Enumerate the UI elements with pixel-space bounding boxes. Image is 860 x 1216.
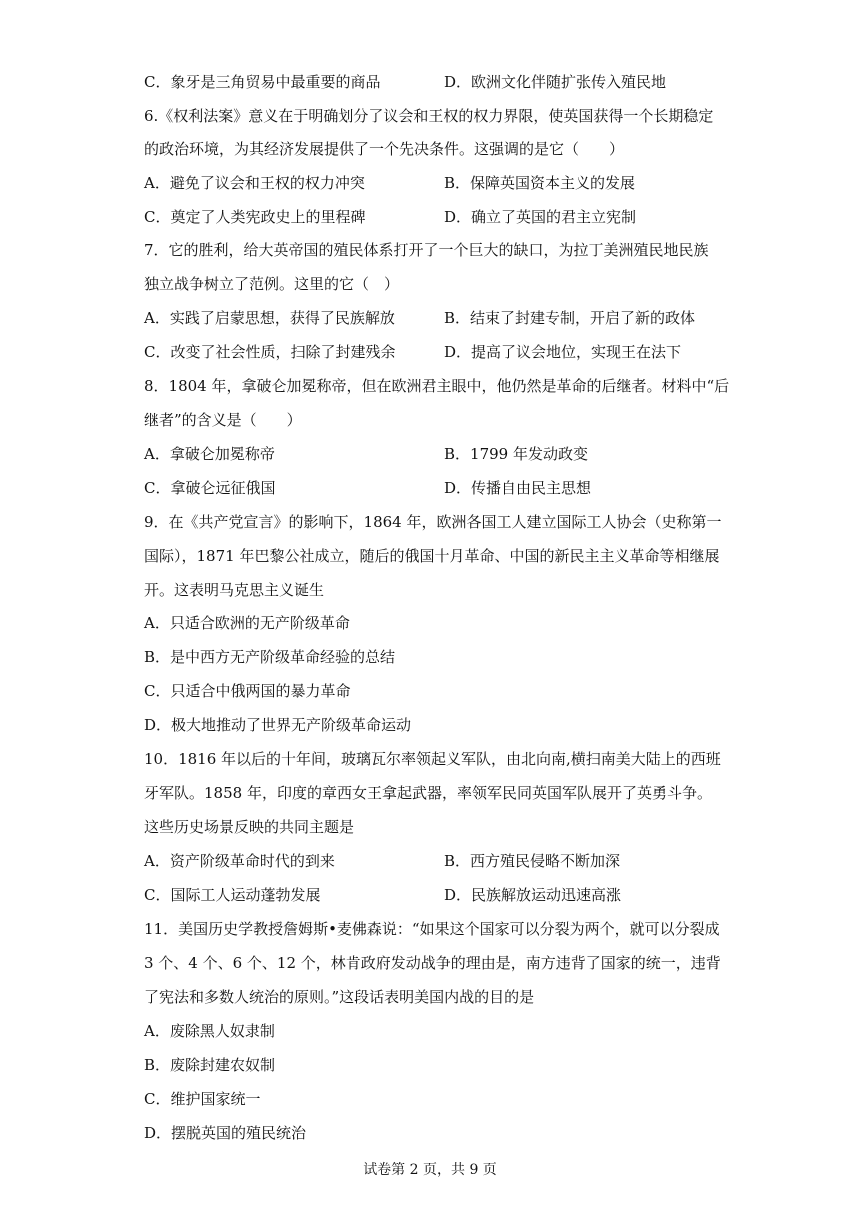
q6-stem-line-2: 的政治环境，为其经济发展提供了一个先决条件。这强调的是它（ ） [144, 140, 625, 158]
q10-options-row-cd [144, 884, 724, 906]
q6-options-row-ab [144, 172, 724, 194]
q6-option-c[interactable]: C．奠定了人类宪政史上的里程碑 [144, 208, 366, 226]
q8-options-row-cd [144, 477, 724, 499]
q10-option-d[interactable]: D．民族解放运动迅速高涨 [444, 886, 622, 904]
q7-options-row-ab [144, 307, 724, 329]
q8-option-b[interactable]: B．1799 年发动政变 [444, 445, 588, 463]
q7-options-row-cd [144, 341, 724, 363]
q10-option-c[interactable]: C．国际工人运动蓬勃发展 [144, 886, 321, 904]
q11-option-b[interactable]: B．废除封建农奴制 [144, 1056, 276, 1074]
q8-options-row-ab [144, 443, 724, 465]
q6-options-row-cd [144, 206, 724, 228]
q5-option-c[interactable]: C．象牙是三角贸易中最重要的商品 [144, 73, 381, 91]
q10-stem-line-3: 这些历史场景反映的共同主题是 [144, 818, 355, 836]
q10-stem-line-1: 10．1816 年以后的十年间，玻璃瓦尔率领起义军队，由北向南,横扫南美大陆上的西班 [144, 750, 721, 768]
q10-option-b[interactable]: B．西方殖民侵略不断加深 [444, 852, 621, 870]
q11-option-d[interactable]: D．摆脱英国的殖民统治 [144, 1124, 307, 1142]
q11-stem-line-2: 3 个、4 个、6 个、12 个，林肯政府发动战争的理由是，南方违背了国家的统一，违背 [144, 954, 721, 972]
q11-stem-line-3: 了宪法和多数人统治的原则。”这段话表明美国内战的目的是 [144, 988, 535, 1006]
q7-option-a[interactable]: A．实践了启蒙思想，获得了民族解放 [144, 309, 395, 327]
q6-stem-line-1: 6.《权利法案》意义在于明确划分了议会和王权的权力界限，使英国获得一个长期稳定 [144, 107, 714, 125]
q8-stem-line-1: 8．1804 年，拿破仑加冕称帝，但在欧洲君主眼中，他仍然是革命的后继者。材料中“后 [144, 377, 730, 395]
q9-option-d[interactable]: D．极大地推动了世界无产阶级革命运动 [144, 716, 412, 734]
page-footer: 试卷第 2 页，共 9 页 [363, 1162, 497, 1178]
q9-stem-line-1: 9．在《共产党宣言》的影响下，1864 年，欧洲各国工人建立国际工人协会（史称第一 [144, 513, 722, 531]
q8-option-c[interactable]: C．拿破仑远征俄国 [144, 479, 276, 497]
q7-stem-line-1: 7．它的胜利，给大英帝国的殖民体系打开了一个巨大的缺口，为拉丁美洲殖民地民族 [144, 241, 709, 259]
q9-option-a[interactable]: A．只适合欧洲的无产阶级革命 [144, 614, 350, 632]
q8-option-d[interactable]: D．传播自由民主思想 [444, 479, 592, 497]
q6-option-b[interactable]: B．保障英国资本主义的发展 [444, 174, 636, 192]
q5-options-row-cd [144, 71, 724, 93]
q10-option-a[interactable]: A．资产阶级革命时代的到来 [144, 852, 335, 870]
q9-option-c[interactable]: C．只适合中俄两国的暴力革命 [144, 682, 351, 700]
q9-stem-line-2: 国际），1871 年巴黎公社成立，随后的俄国十月革命、中国的新民主主义革命等相继展 [144, 547, 720, 565]
q7-option-b[interactable]: B．结束了封建专制，开启了新的政体 [444, 309, 696, 327]
q7-stem-line-2: 独立战争树立了范例。这里的它（ ） [144, 275, 400, 293]
q8-option-a[interactable]: A．拿破仑加冕称帝 [144, 445, 275, 463]
q11-stem-line-1: 11．美国历史学教授詹姆斯•麦佛森说：“如果这个国家可以分裂为两个，就可以分裂成 [144, 920, 720, 938]
q10-stem-line-2: 牙军队。1858 年，印度的章西女王拿起武器，率领军民同英国军队展开了英勇斗争。 [144, 784, 712, 802]
q10-options-row-ab [144, 850, 724, 872]
q9-option-b[interactable]: B．是中西方无产阶级革命经验的总结 [144, 648, 396, 666]
q8-stem-line-2: 继者”的含义是（ ） [144, 411, 302, 429]
q6-option-a[interactable]: A．避免了议会和王权的权力冲突 [144, 174, 365, 192]
q6-option-d[interactable]: D．确立了英国的君主立宪制 [444, 208, 637, 226]
q7-option-c[interactable]: C．改变了社会性质，扫除了封建残余 [144, 343, 396, 361]
q11-option-c[interactable]: C．维护国家统一 [144, 1090, 261, 1108]
q9-stem-line-3: 开。这表明马克思主义诞生 [144, 581, 325, 599]
q5-option-d[interactable]: D．欧洲文化伴随扩张传入殖民地 [444, 73, 667, 91]
q7-option-d[interactable]: D．提高了议会地位，实现王在法下 [444, 343, 682, 361]
q11-option-a[interactable]: A．废除黑人奴隶制 [144, 1022, 275, 1040]
